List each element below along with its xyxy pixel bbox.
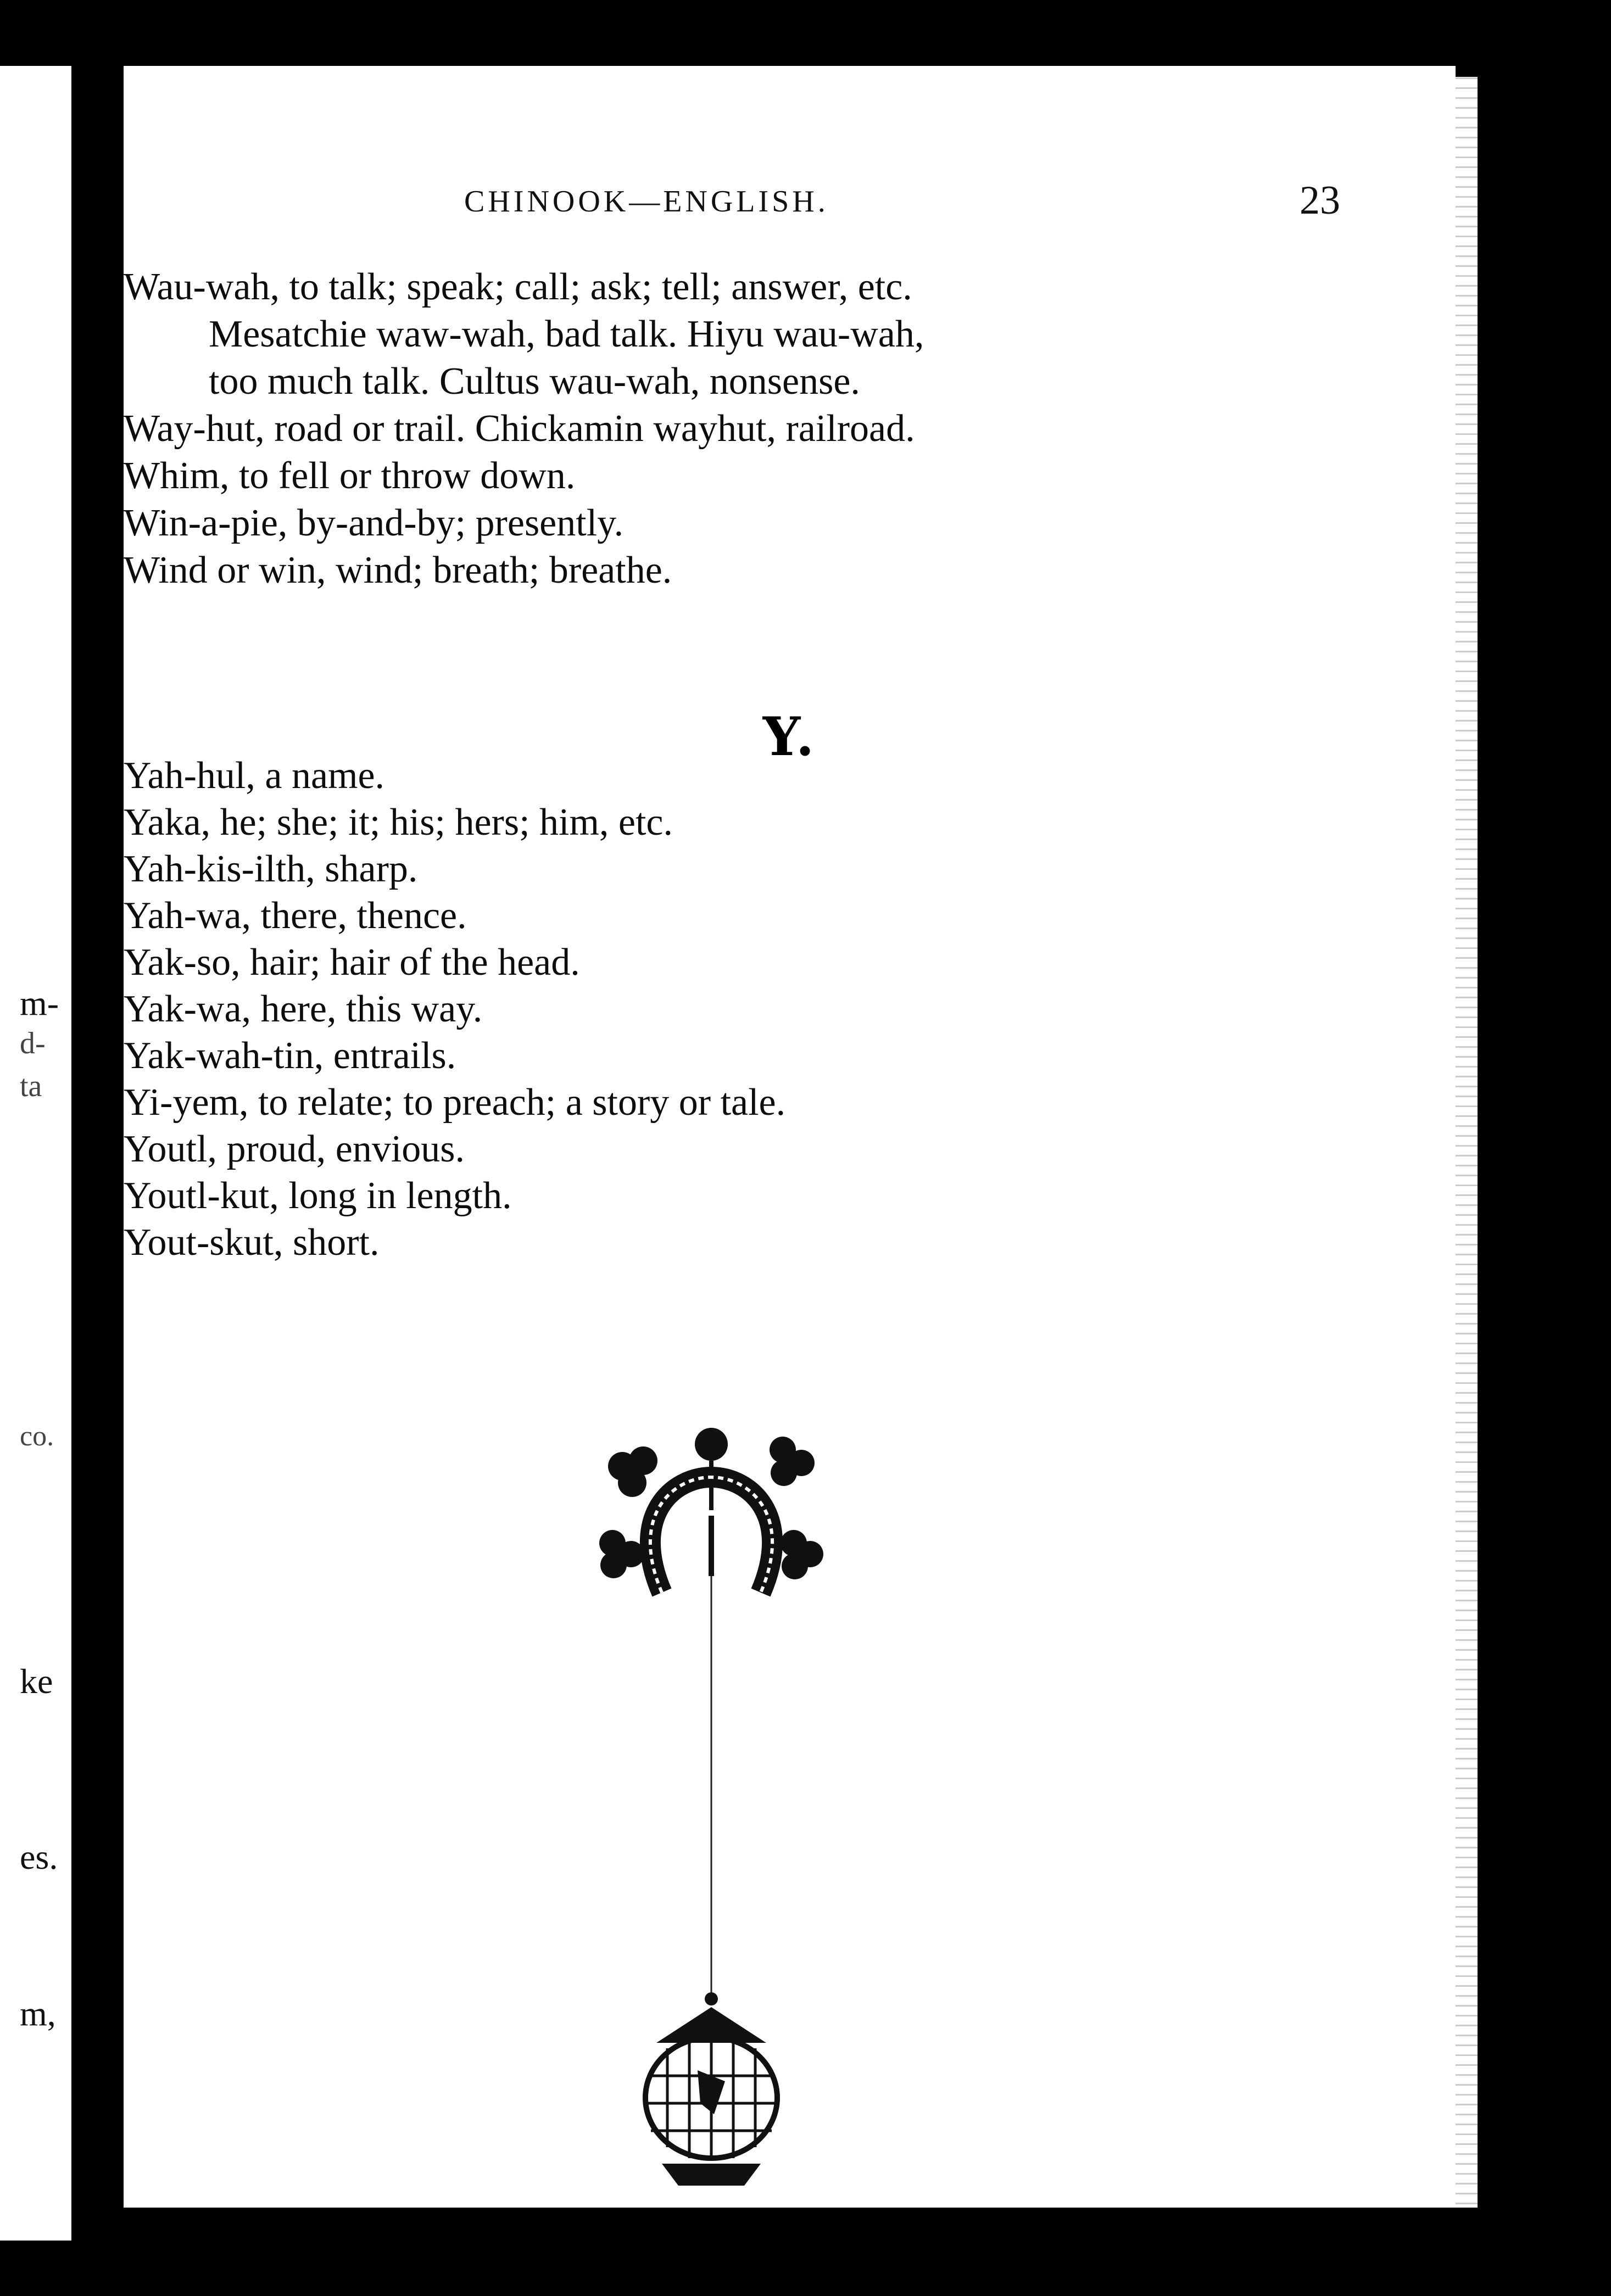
dictionary-entry-continuation: too much talk. Cultus wau-wah, nonsense. <box>209 360 860 403</box>
horseshoe-clover-icon <box>599 1428 823 1993</box>
dictionary-entry: Youtl-kut, long in length. <box>124 1175 512 1217</box>
dictionary-entry: Yah-wa, there, thence. <box>124 895 467 937</box>
tailpiece-ornament <box>579 1417 843 2219</box>
dictionary-entry-continuation: Mesatchie waw-wah, bad talk. Hiyu wau-wah, <box>209 313 924 355</box>
facing-page-fragment: es. <box>20 1837 58 1876</box>
dictionary-entry: Yak-so, hair; hair of the head. <box>124 941 580 984</box>
dictionary-entry: Yak-wah-tin, entrails. <box>124 1035 456 1077</box>
dictionary-entry: Wind or win, wind; breath; breathe. <box>124 549 672 591</box>
dictionary-entry: Yi-yem, to relate; to preach; a story or tale. <box>124 1081 786 1124</box>
dictionary-entry: Yah-hul, a name. <box>124 755 385 797</box>
section-letter-heading: Y. <box>762 706 817 768</box>
dictionary-entry: Way-hut, road or trail. Chickamin wayhut, railroad. <box>124 407 915 450</box>
running-title: CHINOOK—ENGLISH. <box>464 185 829 219</box>
page-header <box>124 178 1456 239</box>
birdcage-icon <box>645 1992 777 2186</box>
facing-page-fragment: co. <box>20 1421 54 1452</box>
dictionary-entry: Whim, to fell or throw down. <box>124 455 576 497</box>
dictionary-entry: Yout-skut, short. <box>124 1221 380 1264</box>
facing-page-fragment: ta <box>20 1069 42 1103</box>
facing-page-fragment: ke <box>20 1662 53 1701</box>
page-number: 23 <box>1300 178 1340 223</box>
dictionary-entry: Yaka, he; she; it; his; hers; him, etc. <box>124 801 673 843</box>
facing-page-fragment: m- <box>20 984 59 1023</box>
page-edge <box>1456 77 1478 2208</box>
dictionary-entry: Yah-kis-ilth, sharp. <box>124 848 418 890</box>
facing-page-fragment: m, <box>20 1994 56 2033</box>
dictionary-entry: Yak-wa, here, this way. <box>124 988 483 1030</box>
dictionary-entry: Win-a-pie, by-and-by; presently. <box>124 502 624 544</box>
facing-page-edge <box>0 66 71 2241</box>
facing-page-fragment: d- <box>20 1026 46 1060</box>
book-page <box>124 66 1456 2208</box>
dictionary-entry: Wau-wah, to talk; speak; call; ask; tell; answer, etc. <box>124 266 912 308</box>
book-spine <box>71 66 124 2241</box>
dictionary-entry: Youtl, proud, envious. <box>124 1128 465 1170</box>
